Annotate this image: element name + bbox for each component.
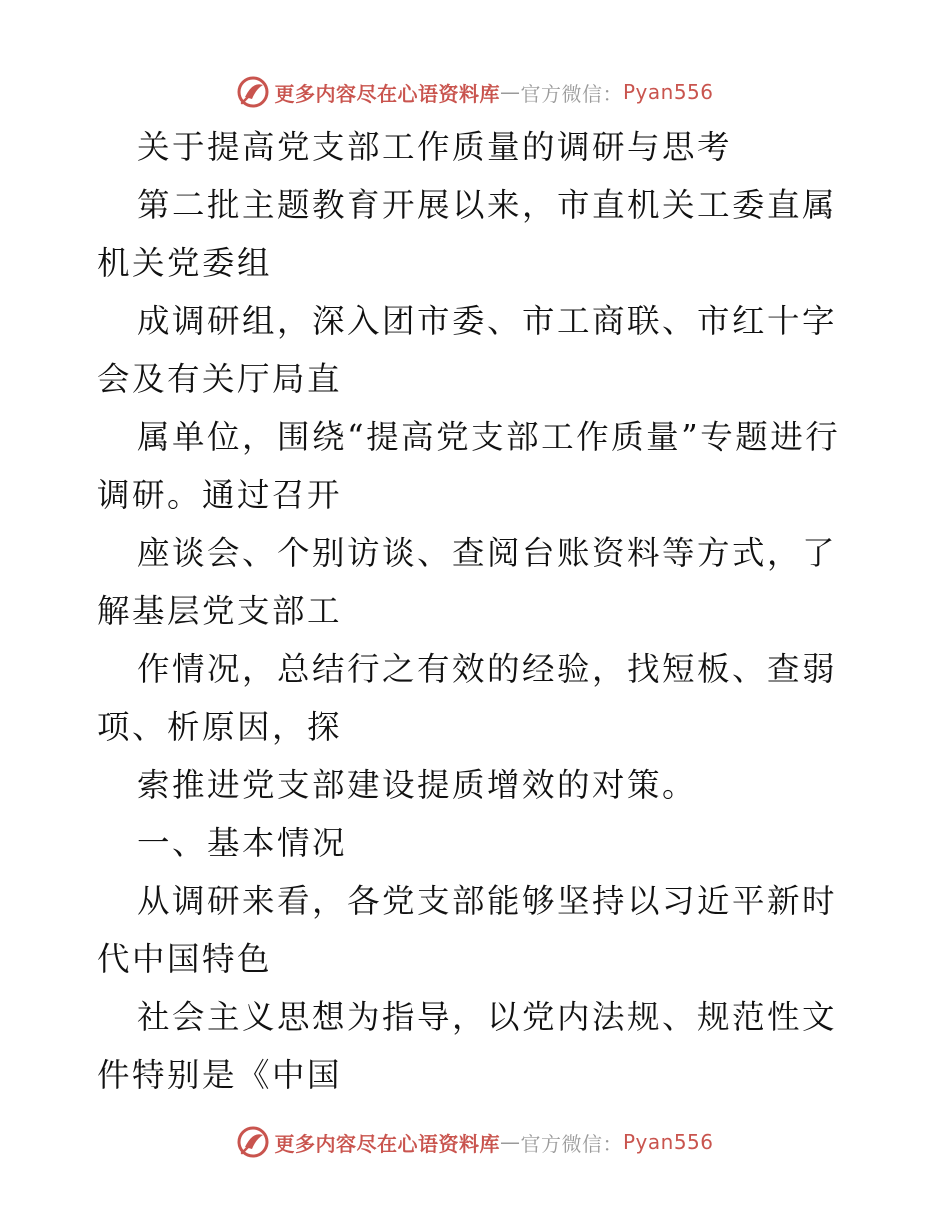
paragraph-line: 属单位，围绕“提高党支部工作质量”专题进行调研。通过召开 [97,418,841,514]
paragraph-line: 索推进党支部建设提质增效的对策。 [137,766,698,804]
red-stamp-logo-icon [236,1125,270,1159]
wechat-id: Pyan556 [622,1130,714,1154]
paragraph-line: 从调研来看，各党支部能够坚持以习近平新时代中国特色 [97,882,838,978]
wechat-label: 官方微信： [520,81,623,106]
wechat-label: 官方微信： [520,1131,623,1156]
dash-separator: — [499,1130,521,1154]
red-stamp-logo-icon [236,75,270,109]
promo-text: 更多内容尽在心语资料库 [274,1131,500,1156]
dash-separator: — [499,80,521,104]
paragraph-line: 第二批主题教育开展以来，市直机关工委直属机关党委组 [97,186,838,282]
paragraph-line: 作情况，总结行之有效的经验，找短板、查弱项、析原因，探 [97,650,838,746]
document-body [97,118,857,1104]
promo-text: 更多内容尽在心语资料库 [274,81,500,106]
paragraph-line: 成调研组，深入团市委、市工商联、市红十字会及有关厅局直 [97,302,838,398]
footer-watermark-banner [0,1122,950,1162]
header-watermark-banner [0,72,950,112]
paragraph-line: 社会主义思想为指导，以党内法规、规范性文件特别是《中国 [97,998,838,1094]
paragraph-line: 座谈会、个别访谈、查阅台账资料等方式，了解基层党支部工 [97,534,838,630]
section-heading: 一、基本情况 [137,824,348,862]
wechat-id: Pyan556 [622,80,714,104]
document-title: 关于提高党支部工作质量的调研与思考 [137,128,733,166]
